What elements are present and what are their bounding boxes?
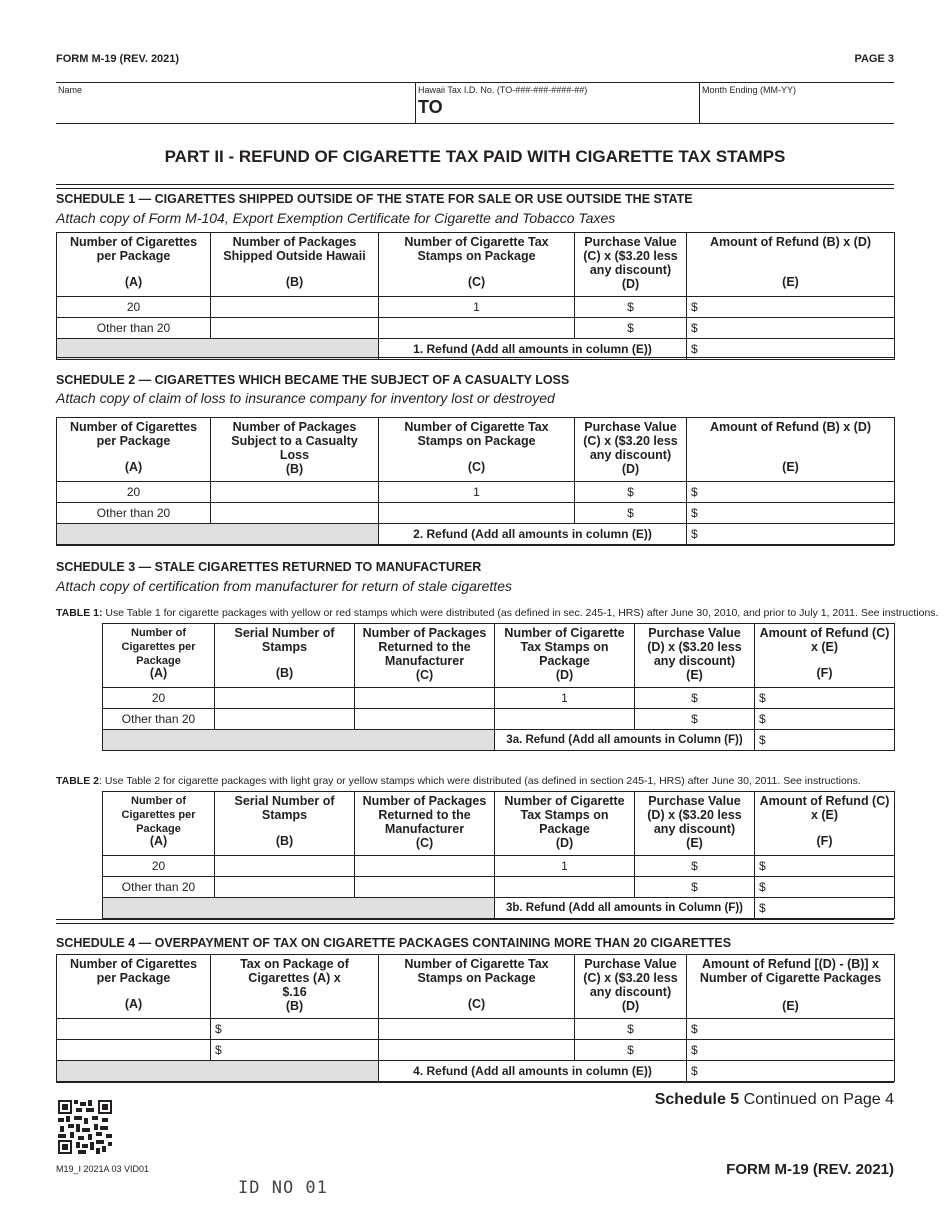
shaded-cell <box>57 524 379 545</box>
divider <box>56 184 894 189</box>
cell-c[interactable] <box>379 318 575 339</box>
total-row <box>103 730 895 751</box>
cell-b[interactable]: $ <box>211 1040 379 1061</box>
cell-b[interactable]: $ <box>211 1019 379 1040</box>
cell-b[interactable] <box>211 318 379 339</box>
col-header: Serial Number of Stamps (B) <box>215 792 355 856</box>
table-row <box>103 877 895 898</box>
cell-e[interactable]: $ <box>635 688 755 709</box>
cell-c[interactable] <box>355 688 495 709</box>
schedule3-note: Attach copy of certification from manufacturer for return of stale cigarettes <box>56 578 512 594</box>
cell-a: Other than 20 <box>103 877 215 898</box>
col-header: Purchase Value (D) x ($3.20 less any discount) (E) <box>635 624 755 688</box>
cell-a: 20 <box>103 688 215 709</box>
form-number: FORM M-19 (REV. 2021) <box>56 53 180 65</box>
cell-b[interactable] <box>215 688 355 709</box>
col-header: Purchase Value (C) x ($3.20 less any discount) (D) <box>575 418 687 482</box>
cell-f[interactable]: $ <box>755 688 895 709</box>
col-header: Number of Packages Returned to the Manufacturer (C) <box>355 624 495 688</box>
cell-a[interactable] <box>57 1040 211 1061</box>
schedule1-table <box>56 232 895 360</box>
total-label: 3a. Refund (Add all amounts in Column (F)) <box>495 730 755 751</box>
col-header: Amount of Refund (C) x (E) (F) <box>755 792 895 856</box>
cell-b[interactable] <box>215 709 355 730</box>
page-number: PAGE 3 <box>854 53 894 65</box>
cell-e[interactable]: $ <box>687 297 895 318</box>
cell-a: Other than 20 <box>57 503 211 524</box>
cell-a[interactable] <box>57 1019 211 1040</box>
schedule1-heading: SCHEDULE 1 — CIGARETTES SHIPPED OUTSIDE OF THE STATE FOR SALE OR USE OUTSIDE THE STATE <box>56 192 693 206</box>
cell-d[interactable]: $ <box>575 1019 687 1040</box>
cell-d[interactable] <box>495 877 635 898</box>
cell-f[interactable]: $ <box>755 709 895 730</box>
col-header: Amount of Refund (B) x (D) (E) <box>687 233 895 297</box>
col-header: Number of Packages Shipped Outside Hawaii (B) <box>211 233 379 297</box>
total-label: 2. Refund (Add all amounts in column (E)) <box>379 524 687 545</box>
table-row <box>103 709 895 730</box>
cell-a: Other than 20 <box>103 709 215 730</box>
total-row <box>57 524 895 545</box>
schedule4-heading: SCHEDULE 4 — OVERPAYMENT OF TAX ON CIGARETTE PACKAGES CONTAINING MORE THAN 20 CIGARETTES <box>56 936 732 950</box>
cell-d[interactable]: $ <box>575 297 687 318</box>
shaded-cell <box>103 898 495 919</box>
table-row <box>57 297 895 318</box>
cell-e[interactable]: $ <box>687 1019 895 1040</box>
total-value[interactable]: $ <box>687 1061 895 1082</box>
col-header: Number of Cigarette Tax Stamps on Package (C) <box>379 418 575 482</box>
cell-b[interactable] <box>215 856 355 877</box>
cell-b[interactable] <box>211 297 379 318</box>
schedule4-table <box>56 954 895 1082</box>
cell-e[interactable]: $ <box>687 503 895 524</box>
col-header: Purchase Value (D) x ($3.20 less any discount) (E) <box>635 792 755 856</box>
cell-e[interactable]: $ <box>687 1040 895 1061</box>
divider <box>56 545 894 547</box>
col-header: Tax on Package of Cigarettes (A) x $.16 (B) <box>211 955 379 1019</box>
cell-a: Other than 20 <box>57 318 211 339</box>
shaded-cell <box>57 1061 379 1082</box>
cell-c[interactable] <box>355 709 495 730</box>
cell-e[interactable]: $ <box>635 856 755 877</box>
table-row <box>57 1040 895 1061</box>
total-row <box>57 1061 895 1082</box>
schedule3-heading: SCHEDULE 3 — STALE CIGARETTES RETURNED TO MANUFACTURER <box>56 560 482 574</box>
shaded-cell <box>103 730 495 751</box>
name-label: Name <box>58 85 83 95</box>
divider <box>56 1082 894 1084</box>
cell-b[interactable] <box>211 482 379 503</box>
qr-code-icon <box>58 1100 112 1154</box>
cell-c[interactable] <box>379 1040 575 1061</box>
tax-id-prefix: TO <box>418 97 443 117</box>
cell-a: 20 <box>57 482 211 503</box>
cell-b[interactable] <box>215 877 355 898</box>
divider <box>56 357 894 359</box>
schedule3-table2 <box>102 791 895 919</box>
cell-c: 1 <box>379 297 575 318</box>
tax-id-field[interactable] <box>415 83 699 123</box>
form-code: M19_I 2021A 03 VID01 <box>56 1164 150 1174</box>
cell-e[interactable]: $ <box>687 482 895 503</box>
cell-c[interactable] <box>355 856 495 877</box>
col-header: Number of Packages Subject to a Casualty Loss (B) <box>211 418 379 482</box>
schedule2-heading: SCHEDULE 2 — CIGARETTES WHICH BECAME THE SUBJECT OF A CASUALTY LOSS <box>56 373 570 387</box>
cell-d: 1 <box>495 856 635 877</box>
table-row <box>103 856 895 877</box>
total-value[interactable]: $ <box>755 898 895 919</box>
month-ending-label: Month Ending (MM-YY) <box>702 85 797 95</box>
part-title: PART II - REFUND OF CIGARETTE TAX PAID WITH CIGARETTE TAX STAMPS <box>164 147 786 166</box>
col-header: Number of Cigarettes per Package (A) <box>57 233 211 297</box>
total-label: 3b. Refund (Add all amounts in Column (F)) <box>495 898 755 919</box>
cell-d[interactable]: $ <box>575 482 687 503</box>
cell-e[interactable]: $ <box>687 318 895 339</box>
col-header: Number of Cigarettes per Package (A) <box>103 624 215 688</box>
taxpayer-id-box <box>56 82 894 124</box>
table-row <box>57 1019 895 1040</box>
cell-b[interactable] <box>211 503 379 524</box>
cell-d[interactable]: $ <box>575 318 687 339</box>
schedule2-table <box>56 417 895 545</box>
cell-c: 1 <box>379 482 575 503</box>
cell-a: 20 <box>57 297 211 318</box>
col-header: Number of Cigarette Tax Stamps on Package (D) <box>495 624 635 688</box>
table-row <box>57 482 895 503</box>
col-header: Amount of Refund (C) x (E) (F) <box>755 624 895 688</box>
col-header: Number of Cigarettes per Package (A) <box>57 418 211 482</box>
name-field[interactable] <box>56 83 416 123</box>
cell-e[interactable]: $ <box>635 709 755 730</box>
col-header: Number of Cigarette Tax Stamps on Package (C) <box>379 233 575 297</box>
total-label: 4. Refund (Add all amounts in column (E)) <box>379 1061 687 1082</box>
cell-a: 20 <box>103 856 215 877</box>
col-header: Amount of Refund (B) x (D) (E) <box>687 418 895 482</box>
cell-d[interactable]: $ <box>575 503 687 524</box>
table1-instructions: TABLE 1: Use Table 1 for cigarette packages with yellow or red stamps which were distributed (as defined in sec. 245-1, HRS) after June 30, 2010, and prior to July 1, 2011. See instructions. <box>56 607 939 619</box>
col-header: Number of Cigarette Tax Stamps on Package (D) <box>495 792 635 856</box>
form-footer: FORM M-19 (REV. 2021) <box>726 1161 894 1178</box>
cell-f[interactable]: $ <box>755 856 895 877</box>
col-header: Amount of Refund [(D) - (B)] x Number of Cigarette Packages (E) <box>687 955 895 1019</box>
table-row <box>103 688 895 709</box>
schedule3-table1 <box>102 623 895 751</box>
tax-id-label: Hawaii Tax I.D. No. (TO-###-###-####-##) <box>418 85 588 95</box>
continued-note: Schedule 5 Continued on Page 4 <box>654 1091 894 1108</box>
schedule2-note: Attach copy of claim of loss to insurance company for inventory lost or destroyed <box>56 390 555 406</box>
cell-f[interactable]: $ <box>755 877 895 898</box>
col-header: Purchase Value (C) x ($3.20 less any discount) (D) <box>575 955 687 1019</box>
col-header: Number of Packages Returned to the Manufacturer (C) <box>355 792 495 856</box>
cell-e[interactable]: $ <box>635 877 755 898</box>
col-header: Number of Cigarettes per Package (A) <box>103 792 215 856</box>
table-row <box>57 318 895 339</box>
cell-c[interactable] <box>355 877 495 898</box>
col-header: Number of Cigarette Tax Stamps on Package (C) <box>379 955 575 1019</box>
id-number: ID NO 01 <box>238 1178 328 1198</box>
total-value[interactable]: $ <box>687 524 895 545</box>
cell-d: 1 <box>495 688 635 709</box>
table2-instructions: TABLE 2: Use Table 2 for cigarette packages with light gray or yellow stamps which were distributed (as defined in section 245-1, HRS) after June 30, 2011. See instructions. <box>56 775 861 787</box>
cell-c[interactable] <box>379 1019 575 1040</box>
total-value[interactable]: $ <box>687 339 895 360</box>
total-value[interactable]: $ <box>755 730 895 751</box>
col-header: Number of Cigarettes per Package (A) <box>57 955 211 1019</box>
col-header: Serial Number of Stamps (B) <box>215 624 355 688</box>
table-row <box>57 503 895 524</box>
schedule1-note: Attach copy of Form M-104, Export Exemption Certificate for Cigarette and Tobacco Taxes <box>56 210 616 226</box>
total-row <box>103 898 895 919</box>
divider <box>56 919 894 924</box>
col-header: Purchase Value (C) x ($3.20 less any discount) (D) <box>575 233 687 297</box>
cell-d[interactable] <box>495 709 635 730</box>
total-label: 1. Refund (Add all amounts in column (E)) <box>379 339 687 360</box>
cell-d[interactable]: $ <box>575 1040 687 1061</box>
month-ending-field[interactable] <box>699 83 894 123</box>
cell-c[interactable] <box>379 503 575 524</box>
